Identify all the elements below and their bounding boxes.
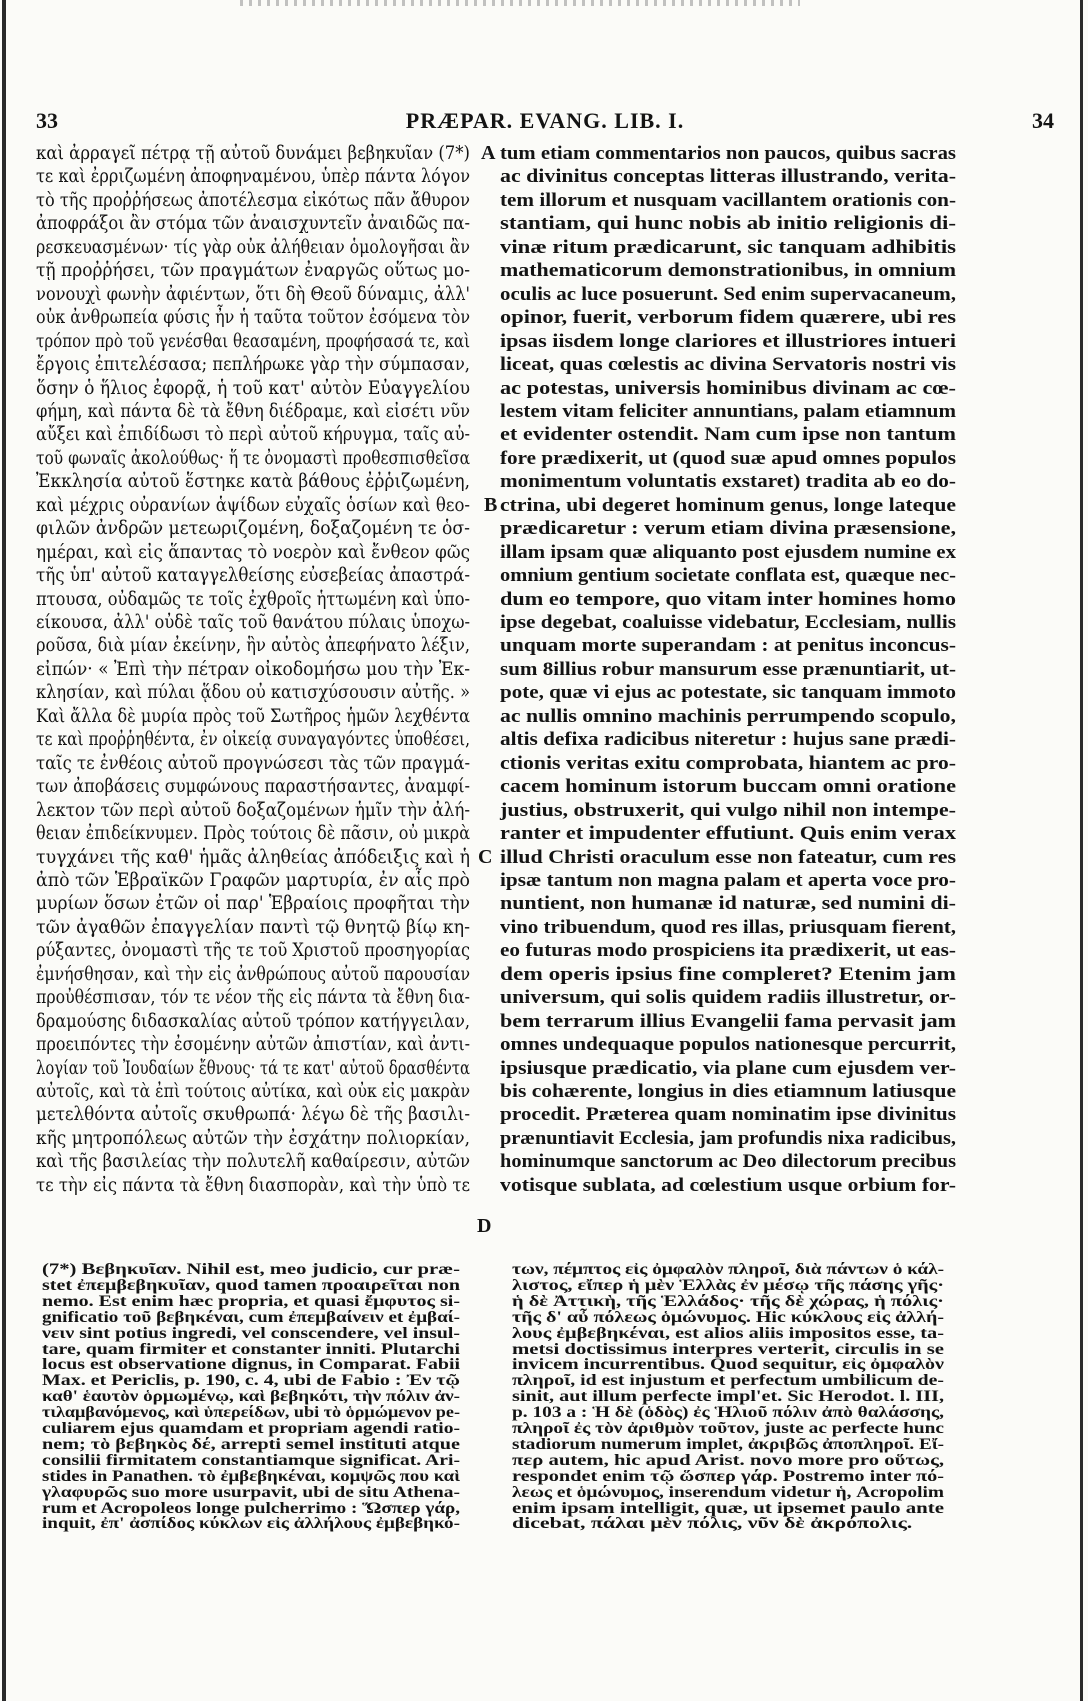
text-line: liceat, quas cœlestis ac divina Servatoris nostri vis — [500, 354, 956, 376]
greek-column — [36, 142, 470, 1212]
text-line: nemo. Est enim hæc propria, et quasi ἔμφυτος si- — [42, 1291, 460, 1310]
text-line: ipse degebat, coaluisse videbatur, Ecclesiam, nullis — [500, 612, 956, 633]
text-line: νονουχὶ φωνὴν ἀφιέντων, ὅτι δὴ Θεοῦ δύναμις, ἀλλ' — [36, 283, 470, 305]
text-line: unquam morte superandam : at penitus inconcus- — [500, 635, 956, 657]
text-line: vinæ ritum prædicarunt, sic tanquam adhibitis — [500, 236, 956, 258]
footnote-left — [42, 1262, 460, 1542]
text-line: τε καὶ προῤῥηθέντα, ἐν οἰκείᾳ συναγαγόντες ὑποθέσει, — [36, 729, 470, 751]
page-number-right: 34 — [1032, 108, 1054, 133]
running-title: PRÆPAR. EVANG. LIB. I. — [405, 108, 685, 133]
text-line: τὸ τῆς προῤῥήσεως ἀποτέλεσμα εἰκότως πᾶν ἄθυρον — [36, 189, 470, 211]
text-line: fore prædixerit, ut (quod suæ apud omnes populos — [500, 447, 956, 469]
text-line: ἔργοις ἐπιτελέσασα; πεπλήρωκε γὰρ τὴν σύμπασαν, — [36, 354, 470, 376]
text-line: culiarem ejus quamdam et propriam agendi ratio- — [42, 1419, 460, 1437]
text-line: eo futuras modo prospiciens ita prædixerit, ut eas- — [500, 940, 956, 962]
text-line: ἀποφράξοι ἂν στόμα τῶν ἀναισχυντεῖν ἀναιδῶς πα- — [36, 213, 470, 235]
text-line: τῆς δ' αὖ πόλεως ὁμώνυμος. Hic κύκλους εἰς ἀλλή- — [512, 1307, 944, 1326]
text-line: justius, obstruxerit, qui vulgo nihil non intempe- — [500, 799, 956, 821]
text-line: ρύξαντες, ὀνομαστὶ τῆς τε τοῦ Χριστοῦ προσηγορίας — [36, 940, 470, 962]
text-line: τε καὶ ἐρριζωμένη ἀποφηναμένου, ὑπὲρ πάντα λόγον — [36, 166, 470, 188]
text-line: τῇ προῤῥήσει, τῶν πραγμάτων ἐναργῶς οὕτως μο- — [36, 260, 470, 282]
text-line: oculis ac luce posuerunt. Sed enim supervacaneum, — [500, 283, 956, 305]
text-line: consilii firmitatem constantiamque significat. Ari- — [42, 1450, 460, 1469]
text-line: tum etiam commentarios non paucos, quibus sacras — [500, 143, 956, 164]
text-line: δραμούσης διδασκαλίας αὐτοῦ τρόπον κατήγγειλαν, — [36, 1010, 470, 1032]
text-line: καὶ ἀρραγεῖ πέτρᾳ τῇ αὐτοῦ δυνάμει βεβηκυῖαν (7*) — [36, 143, 470, 164]
text-line: ημέραι, καὶ εἰς ἅπαντας τὸ νοερὸν καὶ ἔνθεον φῶς — [36, 541, 470, 563]
text-line: οὐκ ἀνθρωπεία φύσις ἦν ἡ ταῦτα τοῦτον ἐσόμενα τὸν — [36, 307, 470, 329]
page-header — [36, 108, 1054, 138]
text-line: κῆς μητροπόλεως αὐτῶν τὴν ἐσχάτην πολιορκίαν, — [36, 1127, 470, 1149]
text-line: omnium gentium societate conflata est, quæque nec- — [500, 565, 956, 587]
text-line: ac nullis omnino machinis perrumpendo scopulo, — [500, 705, 956, 727]
text-line: (7*) Βεβηκυῖαν. Nihil est, meo judicio, cur præ- — [42, 1260, 460, 1278]
text-line: tare, quam firmiter et constanter inniti. Plutarchi — [42, 1339, 460, 1358]
text-line: περ autem, hic apud Arist. novo more pro οὕτως, — [512, 1450, 944, 1469]
text-line: ranter et impudenter effutiunt. Quis enim verax — [500, 823, 956, 845]
text-line: ipsiusque prædicatio, via plane cum ejusdem ver- — [500, 1057, 956, 1079]
text-line: τιλαμβανόμενος, καὶ ὑπερείδων, ubi τὸ ὁρμώμενον pe- — [42, 1403, 460, 1422]
text-line: καὶ τῆς βασιλείας τὴν πολυτελῆ καθαίρεσιν, αὐτῶν — [36, 1151, 470, 1173]
text-line: ρεσκευασμένων· τίς γὰρ οὐκ ἀλήθειαν ὁμολογῆσαι ἂν — [36, 236, 470, 258]
text-line: sinit, aut illum perfecte impl'et. Sic Herodot. l. III, — [512, 1387, 944, 1406]
text-line: ἡ δὲ Ἀττικὴ, τῆς Ἑλλάδος· τῆς δὲ χώρας, ἡ πόλις· — [512, 1291, 944, 1310]
text-line: ὅσην ὁ ἥλιος ἐφορᾷ, ἡ τοῦ κατ' αὐτὸν Εὐαγγελίου — [36, 377, 470, 399]
text-line: illam ipsam quæ aliquanto post ejusdem numine ex — [500, 541, 956, 563]
text-line: Καὶ ἄλλα δὲ μυρία πρὸς τοῦ Σωτῆρος ἡμῶν λεχθέντα — [36, 705, 470, 727]
text-line: invicem incurrentibus. Quod sequitur, εἰς ὀμφαλὸν — [512, 1355, 944, 1374]
footnote-right — [512, 1262, 944, 1542]
text-line: ac divinitus conceptas litteras illustrando, verita- — [500, 166, 956, 188]
text-line: λεκτον τῶν περὶ αὐτοῦ δοξαζομένων ἡμῖν τὴν ἀλή- — [36, 799, 470, 821]
text-line: ἐμνήσθησαν, καὶ τὴν εἰς ἀνθρώπους αὐτοῦ παρουσίαν — [36, 963, 470, 985]
text-line: stet ἐπεμβεβηκυῖαν, quod tamen προαιρεῖται non — [42, 1275, 460, 1294]
text-line: nem; τὸ βεβηκὸς δέ, arrepti semel instituti atque — [42, 1434, 460, 1453]
text-line: λεως et ὁμώνυμος, inserendum videtur ἡ, Acropolim — [512, 1482, 944, 1501]
right-border — [1080, 0, 1083, 1701]
text-line: ταῖς τε ἐνθέοις αὐτοῦ προγνώσεσι τὰς τῶν πραγμά- — [36, 752, 470, 774]
text-line: hominumque sanctorum ac Deo dilectorum precibus — [500, 1151, 956, 1173]
margin-marker-a: A — [481, 142, 496, 164]
text-line: metsi doctissimus interpres verterit, circulis in se — [512, 1339, 944, 1358]
left-border — [2, 0, 6, 1701]
text-line: μετελθόντα αὐτοῖς σκυθρωπά· λέγω δὲ τῆς βασιλι- — [36, 1104, 470, 1126]
text-line: ροῦσα, διὰ μίαν ἐκείνην, ἣν αὐτὸς ἀπεφήνατο λέξιν, — [36, 635, 470, 657]
text-line: κλησίαν, καὶ πύλαι ᾅδου οὐ κατισχύσουσιν αὐτῆς. » — [36, 682, 470, 704]
text-line: τῆς ὑπ' αὐτοῦ καταγγελθείσης εὐσεβείας ἀπαστρά- — [36, 565, 470, 587]
text-line: πληροῖ, id est injustum et perfectum umbilicum de- — [512, 1371, 944, 1390]
page-number-left: 33 — [36, 108, 58, 133]
scan-noise — [240, 0, 800, 6]
text-line: καὶ μέχρις οὐρανίων ἁψίδων εὐχαῖς ὁσίων καὶ θεο- — [36, 494, 470, 516]
text-line: τρόπον πρὸ τοῦ γενέσθαι θεασαμένη, προφήσασά τε, καὶ — [36, 330, 470, 352]
margin-marker-b: B — [484, 494, 498, 516]
text-line: Max. et Periclis, p. 190, c. 4, ubi de Fabio : Ἐν τῷ — [42, 1371, 460, 1390]
text-line: stides in Panathen. τὸ ἐμβεβηκέναι, κομψῶς που καὶ — [42, 1466, 460, 1485]
text-line: bem terrarum illius Evangelii fama pervasit jam — [500, 1010, 956, 1032]
text-line: τῶν ἀγαθῶν ἐπαγγελίαν παντὶ τῷ θνητῷ βίῳ κη- — [36, 916, 470, 938]
text-line: dem operis ipsius fine compleret? Etenim jam — [500, 963, 956, 985]
text-line: ipsas iisdem longe clariores et illustriores intueri — [500, 330, 956, 352]
text-line: γλαφυρῶς suo more usurpavit, ubi de situ Athena- — [42, 1482, 460, 1501]
text-line: dicebat, πάλαι μὲν πόλις, νῦν δὲ ἀκρόπολις. — [512, 1514, 913, 1533]
text-line: prædicaretur : verum etiam divina præsensione, — [500, 518, 956, 540]
text-line: cacem hominum istorum buccam omni oratione — [500, 776, 956, 798]
text-line: ac potestas, universis hominibus divinam ac cœ- — [500, 377, 956, 399]
text-line: μυρίων ὅσων ἐτῶν οἱ παρ' Ἑβραίοις προφῆται τὴν — [36, 893, 470, 915]
text-line: προὐθέσπισαν, τόν τε νέον τῆς εἰς πάντα τὰ ἔθνη δια- — [36, 987, 470, 1009]
text-line: votisque sublata, ad cœlestium usque orbium for- — [500, 1174, 956, 1196]
text-line: των ἀποβάσεις συμφώνους παραστήσαντες, ἀναμφί- — [36, 776, 470, 798]
text-line: rum et Acropoleos longe pulcherrimo : Ὥσπερ γάρ, — [42, 1498, 460, 1517]
text-line: sum 8illius robur mansurum esse prænuntiarit, ut- — [500, 658, 956, 680]
text-line: εἰπών· « Ἐπὶ τὴν πέτραν οἰκοδομήσω μου τὴν Ἐκ- — [36, 658, 470, 680]
text-line: θειαν ἐπιδείκνυμεν. Πρὸς τούτοις δὲ πᾶσιν, οὐ μικρὰ — [36, 823, 470, 845]
text-line: αὔξει καὶ ἐπιδίδωσι τὸ περὶ αὐτοῦ κήρυγμα, ταῖς αὐ- — [36, 424, 470, 446]
text-line: ἀπὸ τῶν Ἑβραϊκῶν Γραφῶν μαρτυρία, ἐν αἷς πρὸ — [36, 869, 470, 891]
text-line: enim ipsam intelligit, quæ, ut ipsemet paulo ante — [512, 1498, 944, 1517]
text-line: illud Christi oraculum esse non fateatur, cum res — [500, 846, 956, 868]
text-line: λιστος, εἴπερ ἡ μὲν Ἑλλὰς ἐν μέσῳ τῆς πάσης γῆς· — [512, 1275, 944, 1294]
text-line: πτουσα, οὐδαμῶς τε τοῖς ἐχθροῖς ἡττωμένη καὶ ὑπο- — [36, 588, 470, 610]
text-line: είκουσα, ἀλλ' οὐδὲ ταῖς τοῦ θανάτου πύλαις ὑποχω- — [36, 612, 470, 633]
text-line: τυγχάνει τῆς καθ' ἡμᾶς ἀληθείας ἀπόδειξις καὶ ἡ — [36, 846, 470, 868]
text-line: opinor, fuerit, verborum fidem quærere, ubi res — [500, 307, 956, 329]
text-line: lestem vitam feliciter annuntians, palam etiamnum — [500, 400, 956, 422]
text-line: ctionis veritas exitu comprobata, hiantem ac pro- — [500, 752, 956, 774]
margin-marker-d: D — [477, 1215, 492, 1237]
text-line: πληροῖ ἐς τὸν ἀριθμὸν τοῦτον, juste ac perfecte hunc — [512, 1419, 944, 1437]
margin-marker-c: C — [478, 846, 493, 868]
text-line: nuntient, non humanæ id naturæ, sed numini di- — [500, 893, 956, 915]
text-line: λογίαν τοῦ Ἰουδαίων ἔθνους· τά τε κατ' αὐτοῦ δρασθέντα — [36, 1057, 471, 1079]
text-line: universum, qui solis quidem radiis illustretur, or- — [500, 987, 956, 1009]
text-line: Ἐκκλησία αὐτοῦ ἕστηκε κατὰ βάθους ἐῤῥιζωμένη, — [36, 471, 470, 493]
text-line: καθ' ἑαυτὸν ὁρμωμένῳ, καὶ βεβηκότι, τὴν πόλιν ἀν- — [42, 1387, 460, 1406]
text-line: omnes undequaque populos nationesque percurrit, — [500, 1034, 956, 1056]
text-line: ctrina, ubi degeret hominum genus, longe lateque — [500, 494, 956, 516]
text-line: inquit, ἐπ' ἀσπίδος κύκλων εἰς ἀλλήλους ἐμβεβηκό- — [42, 1514, 460, 1533]
text-line: φήμη, καὶ πάντα δὲ τὰ ἔθνη διέδραμε, καὶ εἰσέτι νῦν — [36, 400, 470, 422]
text-line: stadiorum numerum implet, ἀκριβῶς ἀποπληροῖ. Εἴ- — [512, 1434, 944, 1453]
text-line: stantiam, qui hunc nobis ab initio religionis di- — [500, 213, 956, 235]
text-line: νειν sint potius ingredi, vel conscendere, vel insul- — [42, 1323, 460, 1342]
text-line: et evidenter ostendit. Nam cum ipse non tantum — [500, 424, 956, 446]
text-line: mathematicorum demonstrationibus, in omnium — [500, 260, 956, 282]
text-line: προειπόντες τὴν ἐσομένην αὐτῶν ἀπιστίαν, καὶ ἀντι- — [36, 1034, 470, 1056]
text-line: p. 103 a : Ἡ δὲ (ὁδὸς) ἐς Ἡλιοῦ πόλιν ἀπὸ θαλάσσης, — [512, 1403, 944, 1422]
text-line: αὐτοῖς, καὶ τὰ ἐπὶ τούτοις αὐτίκα, καὶ οὐκ εἰς μακρὰν — [36, 1081, 470, 1102]
text-line: ipsæ tantum non magna palam et aperta voce pro- — [500, 869, 956, 891]
text-line: λους ἐμβεβηκέναι, est alios aliis impositos esse, ta- — [512, 1323, 944, 1342]
text-line: τε τὴν εἰς πάντα τὰ ἔθνη διασπορὰν, καὶ τὴν ὑπὸ τε — [36, 1174, 470, 1196]
text-line: procedit. Præterea quam nominatim ipse divinitus — [500, 1104, 956, 1126]
text-line: pote, quæ vi ejus ac potestate, sic tanquam immoto — [500, 682, 956, 704]
text-line: τοῦ φωναῖς ἀκολούθως· ἥ τε ὀνομαστὶ προθεσπισθεῖσα — [36, 447, 470, 469]
text-line: prænuntiavit Ecclesia, jam profundis nixa radicibus, — [500, 1127, 956, 1149]
text-line: gnificatio τοῦ βεβηκέναι, cum ἐπεμβαίνειν et ἐμβαί- — [42, 1307, 460, 1326]
latin-column — [500, 142, 956, 1212]
text-line: vino tribuendum, quod res illas, priusquam fierent, — [500, 916, 956, 938]
text-line: altis defixa radicibus niteretur : hujus sane prædi- — [500, 729, 956, 751]
text-line: tem illorum et nusquam vacillantem orationis con- — [500, 189, 956, 211]
text-line: bis cohærente, longius in dies etiamnum latiusque — [500, 1081, 956, 1102]
text-line: respondet enim τῷ ὥσπερ γάρ. Postremo inter πό- — [512, 1466, 944, 1485]
text-line: monimentum voluntatis exstaret) tradita ab eo do- — [500, 471, 956, 493]
text-line: φιλῶν ἀνδρῶν μετεωριζομένη, δοξαζομένη τε ὁσ- — [36, 518, 470, 540]
text-line: dum eo tempore, quo vitam inter homines homo — [500, 588, 956, 610]
text-line: των, πέμπτος εἰς ὀμφαλὸν πληροῖ, διὰ πάντων ὁ κάλ- — [512, 1260, 944, 1278]
text-line: locus est observatione dignus, in Comparat. Fabii — [42, 1355, 461, 1374]
